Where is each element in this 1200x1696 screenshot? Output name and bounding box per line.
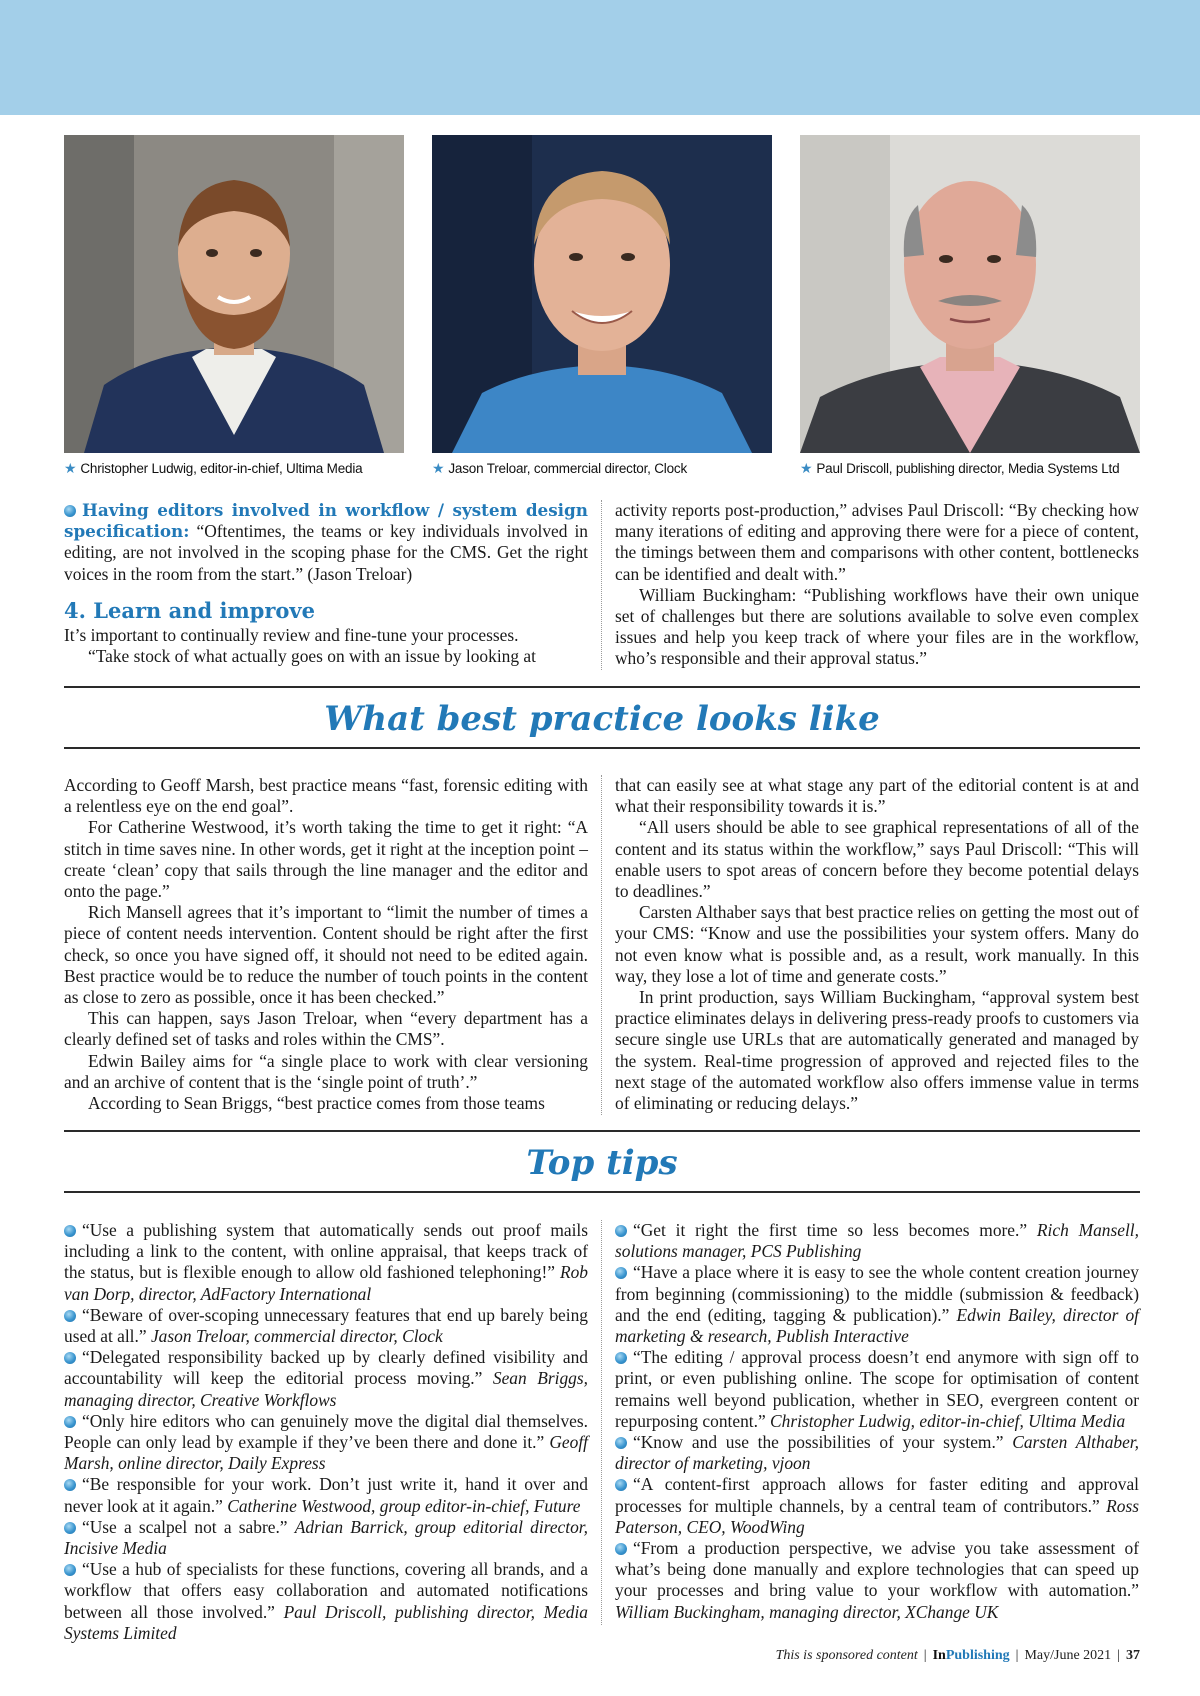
bullet-icon <box>615 1225 627 1237</box>
tip-item: “Use a publishing system that automatically sends out proof mails including a link to the content, with online appraisal, that keeps track of the status, but is flexible enough to allow old fashioned telephoning!” Rob van Dorp, director, AdFactory International <box>64 1220 588 1304</box>
body-paragraph: It’s important to continually review and fine-tune your processes. <box>64 624 519 645</box>
body-paragraph: In print production, says William Buckingham, “approval system best practice eliminates delays in delivering press-ready proofs to customers via secure single use URLs that are automatically generated and managed by the system. Real-time progression of approved and rejected files to the next stage of the automated workflow also offers immense value in terms of eliminating or reducing delays.” <box>615 987 1139 1114</box>
column-divider <box>601 1220 602 1625</box>
bullet-icon <box>615 1437 627 1449</box>
body-paragraph: According to Geoff Marsh, best practice means “fast, forensic editing with a relentless eye on the end goal”. <box>64 775 588 817</box>
bullet-icon <box>615 1479 627 1491</box>
tip-item: “A content-first approach allows for faster editing and approval processes for multiple channels, by a central team of contributors.” Ross Paterson, CEO, WoodWing <box>615 1474 1139 1537</box>
section-rule <box>64 1191 1140 1193</box>
tip-item: “Have a place where it is easy to see the whole content creation journey from beginning (commissioning) to the middle (submission & feedback) and the end (editing, tagging & publication).” Edwin Bailey, director of marketing & research, Publish Interactive <box>615 1262 1139 1347</box>
bullet-icon <box>64 1416 76 1428</box>
best-practice-right-column <box>615 775 1139 1114</box>
magazine-name-in: In <box>932 1648 946 1663</box>
star-icon: ★ <box>64 460 77 476</box>
body-paragraph: According to Sean Briggs, “best practice comes from those teams <box>88 1093 545 1114</box>
top-tips-left-column <box>64 1220 588 1644</box>
top-tips-right-column <box>615 1220 1139 1623</box>
bullet-icon <box>64 1352 76 1364</box>
photo-jason-treloar <box>432 135 772 453</box>
tip-item: “Use a scalpel not a sabre.” Adrian Barrick, group editorial director, Incisive Media <box>64 1516 588 1559</box>
body-paragraph: “All users should be able to see graphical representations of all of the content and its status within the workflow,” says Paul Driscoll: “This will enable users to spot areas of concern before they become potential delays to deadlines.” <box>615 817 1139 902</box>
body-paragraph: Carsten Althaber says that best practice relies on getting the most out of your CMS: “Know and use the possibilities your system offers. Many do not even know what is possible and, as a result, work manually. In this way, they lose a lot of time and generate costs.” <box>615 902 1139 986</box>
bullet-icon <box>64 1564 76 1576</box>
best-practice-left-column <box>64 775 588 1114</box>
bullet-icon <box>64 1225 76 1237</box>
issue-date: May/June 2021 <box>1024 1648 1112 1663</box>
intro-right-column <box>615 500 1139 670</box>
bullet-icon <box>64 1479 76 1491</box>
sponsored-label: This is sponsored content <box>775 1648 918 1663</box>
page-number: 37 <box>1126 1648 1140 1663</box>
photo-caption: ★ Jason Treloar, commercial director, Clock <box>432 460 687 476</box>
photo-paul-driscoll <box>800 135 1140 453</box>
bullet-icon <box>64 1522 76 1534</box>
bullet-icon <box>64 505 76 517</box>
tip-item: “Get it right the first time so less becomes more.” Rich Mansell, solutions manager, PCS Publishing <box>615 1220 1139 1262</box>
body-paragraph: Edwin Bailey aims for “a single place to work with clear versioning and an archive of content that is the ‘single point of truth’.” <box>64 1050 588 1092</box>
tip-paragraph: Having editors involved in workflow / system design specification: “Oftentimes, the teams or key individuals involved in editing, are not involved in the scoping phase for the CMS. Get the right voices in the room from the start.” (Jason Treloar) <box>64 500 588 584</box>
photo-christopher-ludwig <box>64 135 404 453</box>
column-divider <box>601 500 602 670</box>
bullet-icon <box>615 1543 627 1555</box>
section-rule <box>64 686 1140 688</box>
tip-item: “Only hire editors who can genuinely move the digital dial themselves. People can only lead by example if they’ve been there and done it.” Geoff Marsh, online director, Daily Express <box>64 1410 588 1474</box>
body-paragraph: that can easily see at what stage any part of the editorial content is at and what their responsibility towards it is.” <box>615 775 1139 817</box>
bullet-icon <box>64 1310 76 1322</box>
section-subheading: 4. Learn and improve <box>64 597 315 623</box>
section-rule <box>64 747 1140 749</box>
body-paragraph: William Buckingham: “Publishing workflows have their own unique set of challenges but there are solutions available to solve even complex issues and help you keep track of where your files are in the workflow, who’s responsible and their approval status.” <box>615 584 1139 669</box>
column-divider <box>601 775 602 1115</box>
body-paragraph: Rich Mansell agrees that it’s important to “limit the number of times a piece of content needs intervention. Content should be right after the first check, so once you have signed off, it should not need to be edited again. Best practice would be to reduce the number of touch points in the content as close to zero as possible, once it has been checked.” <box>64 902 588 1008</box>
body-paragraph: This can happen, says Jason Treloar, when “every department has a clearly defined set of tasks and roles within the CMS”. <box>64 1008 588 1050</box>
body-paragraph: For Catherine Westwood, it’s worth taking the time to get it right: “A stitch in time saves nine. In other words, get it right at the inception point – create ‘clean’ copy that sails through the line manager and the editor and onto the page.” <box>64 817 588 902</box>
header-band <box>0 0 1200 115</box>
page-footer: This is sponsored content | InPublishing | May/June 2021 | 37 <box>775 1648 1140 1663</box>
star-icon: ★ <box>432 460 445 476</box>
magazine-name-publishing: Publishing <box>945 1648 1010 1663</box>
tip-item: “Be responsible for your work. Don’t just write it, hand it over and never look at it again.” Catherine Westwood, group editor-in-chief, Future <box>64 1474 588 1516</box>
tip-item: “Delegated responsibility backed up by clearly defined visibility and accountability will keep the editorial process moving.” Sean Briggs, managing director, Creative Workflows <box>64 1347 588 1410</box>
tip-item: “Beware of over-scoping unnecessary features that end up barely being used at all.” Jason Treloar, commercial director, Clock <box>64 1304 588 1347</box>
photo-caption: ★ Christopher Ludwig, editor-in-chief, Ultima Media <box>64 460 363 476</box>
tip-item: “From a production perspective, we advise you take assessment of what’s being done manually and explore technologies that can speed up your processes and bring value to your workflow with automation.” William Buckingham, managing director, XChange UK <box>615 1538 1139 1622</box>
body-paragraph: activity reports post-production,” advises Paul Driscoll: “By checking how many iterations of editing and approving there were for a piece of content, the timings between them and comparisons with other content, bottlenecks can be identified and dealt with.” <box>615 500 1139 584</box>
tip-item: “Know and use the possibilities of your system.” Carsten Althaber, director of marketing, vjoon <box>615 1432 1139 1474</box>
tip-item: “The editing / approval process doesn’t end anymore with sign off to print, or even publishing online. The scope for optimisation of content remains well beyond publication, whether in SEO, evergreen content or repurposing content.” Christopher Ludwig, editor-in-chief, Ultima Media <box>615 1347 1139 1431</box>
intro-left-column <box>64 500 588 667</box>
tip-item: “Use a hub of specialists for these functions, covering all brands, and a workflow that offers easy collaboration and automated notifications between all those involved.” Paul Driscoll, publishing director, Media Systems Limited <box>64 1559 589 1643</box>
section-title: What best practice looks like <box>324 699 880 739</box>
body-paragraph: “Take stock of what actually goes on with an issue by looking at <box>88 646 536 667</box>
section-title: Top tips <box>526 1143 678 1183</box>
bullet-icon <box>615 1267 627 1279</box>
star-icon: ★ <box>800 460 813 476</box>
bullet-icon <box>615 1352 627 1364</box>
section-rule <box>64 1130 1140 1132</box>
photo-caption: ★ Paul Driscoll, publishing director, Media Systems Ltd <box>800 460 1120 476</box>
